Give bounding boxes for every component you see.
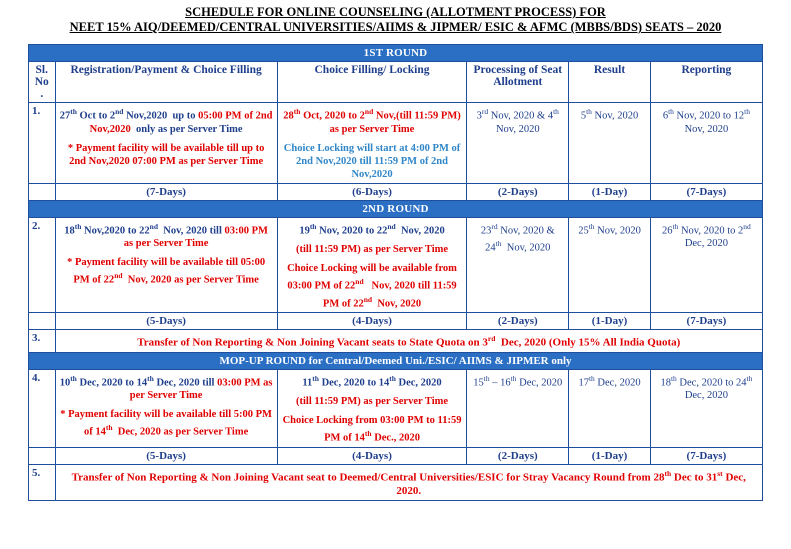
round1-data-row <box>29 103 763 184</box>
header-result: Result <box>569 62 651 103</box>
row5-sl: 5. <box>29 464 56 501</box>
mopup-days-choice: (4-Days) <box>277 447 467 464</box>
schedule-table <box>28 44 763 501</box>
mopup-result: 17th Dec, 2020 <box>569 369 651 447</box>
header-sl: Sl. No . <box>29 62 56 103</box>
header-processing: Processing of Seat Allotment <box>467 62 569 103</box>
round2-registration <box>55 217 277 313</box>
mopup-bar: MOP-UP ROUND for Central/Deemed Uni./ESIC/ AIIMS & JIPMER only <box>29 352 763 369</box>
round1-choice-locking: Choice Locking will start at 4:00 PM of 2nd Nov,2020 till 11:59 PM of 2nd Nov,2020 <box>283 142 461 180</box>
round2-processing: 23rd Nov, 2020 & 24th Nov, 2020 <box>467 217 569 313</box>
mopup-days-processing: (2-Days) <box>467 447 569 464</box>
mopup-sl: 4. <box>29 369 56 447</box>
round2-days-result: (1-Day) <box>569 313 651 330</box>
title-line-2: NEET 15% AIQ/DEEMED/CENTRAL UNIVERSITIES/AIIMS & JIPMER/ ESIC & AFMC (MBBS/BDS) SEATS – 2020 <box>69 20 722 34</box>
round2-days-processing: (2-Days) <box>467 313 569 330</box>
round2-result: 25th Nov, 2020 <box>569 217 651 313</box>
round1-days-processing: (2-Days) <box>467 183 569 200</box>
round1-bar: 1ST ROUND <box>29 45 763 62</box>
page-title <box>0 0 791 35</box>
round1-choice-window: 28th Oct, 2020 to 2nd Nov,(till 11:59 PM) as per Server Time <box>283 107 461 135</box>
header-row <box>29 62 763 103</box>
round2-choice <box>277 217 467 313</box>
round1-bar-row <box>29 45 763 62</box>
header-reporting: Reporting <box>650 62 762 103</box>
round2-registration-note: * Payment facility will be available till 05:00 PM of 22nd Nov, 2020 as per Server Time <box>67 257 266 286</box>
mopup-days-row <box>29 447 763 464</box>
round1-result: 5th Nov, 2020 <box>569 103 651 184</box>
header-registration: Registration/Payment & Choice Filling <box>55 62 277 103</box>
row5-text: Transfer of Non Reporting & Non Joining Vacant seat to Deemed/Central Universities/ESIC for Stray Vacancy Round from 28th Dec to 31st Dec, 2020. <box>55 464 763 501</box>
round2-days-choice: (4-Days) <box>277 313 467 330</box>
row3-text: Transfer of Non Reporting & Non Joining Vacant seats to State Quota on 3rd Dec, 2020 (Only 15% All India Quota) <box>55 330 763 353</box>
round1-days-registration: (7-Days) <box>55 183 277 200</box>
mopup-days-sl <box>29 447 56 464</box>
mopup-choice-window: 11th Dec, 2020 to 14th Dec, 2020 <box>302 373 442 389</box>
mopup-choice <box>277 369 467 447</box>
round2-choice-window: 19th Nov, 2020 to 22nd Nov, 2020 <box>299 221 445 236</box>
round2-bar-row <box>29 200 763 217</box>
mopup-choice-time: (till 11:59 PM) as per Server Time <box>296 396 449 408</box>
round2-registration-main: 18th Nov,2020 to 22nd Nov, 2020 till 03:00 PM as per Server Time <box>64 221 268 249</box>
round2-sl: 2. <box>29 217 56 313</box>
round1-days-sl <box>29 183 56 200</box>
round1-registration-main: 27th Oct to 2nd Nov,2020 up to 05:00 PM of 2nd Nov,2020 only as per Server Time <box>59 107 273 135</box>
round2-days-registration: (5-Days) <box>55 313 277 330</box>
row-3 <box>29 330 763 353</box>
round1-reporting: 6th Nov, 2020 to 12th Nov, 2020 <box>650 103 762 184</box>
mopup-bar-row <box>29 352 763 369</box>
round2-days-row <box>29 313 763 330</box>
mopup-reporting: 18th Dec, 2020 to 24th Dec, 2020 <box>650 369 762 447</box>
round1-processing: 3rd Nov, 2020 & 4th Nov, 2020 <box>467 103 569 184</box>
round1-days-choice: (6-Days) <box>277 183 467 200</box>
round2-bar: 2ND ROUND <box>29 200 763 217</box>
mopup-choice-locking: Choice Locking from 03:00 PM to 11:59 PM of 14th Dec., 2020 <box>282 415 462 444</box>
round1-registration <box>55 103 277 184</box>
round1-sl: 1. <box>29 103 56 184</box>
mopup-registration-note: * Payment facility will be available till 5:00 PM of 14th Dec, 2020 as per Server Time <box>60 409 272 438</box>
round2-choice-time: (till 11:59 PM) as per Server Time <box>296 244 449 255</box>
row3-sl: 3. <box>29 330 56 353</box>
header-choice: Choice Filling/ Locking <box>277 62 467 103</box>
mopup-registration-main: 10th Dec, 2020 to 14th Dec, 2020 till 03:00 PM as per Server Time <box>59 373 273 402</box>
mopup-processing: 15th – 16th Dec, 2020 <box>467 369 569 447</box>
mopup-days-result: (1-Day) <box>569 447 651 464</box>
round1-registration-note: * Payment facility will be available till up to 2nd Nov,2020 07:00 PM as per Server Time <box>67 142 265 167</box>
round2-reporting: 26th Nov, 2020 to 2nd Dec, 2020 <box>650 217 762 313</box>
round2-days-reporting: (7-Days) <box>650 313 762 330</box>
round2-data-row <box>29 217 763 313</box>
mopup-registration <box>55 369 277 447</box>
row-5 <box>29 464 763 501</box>
round1-days-row <box>29 183 763 200</box>
title-line-1: SCHEDULE FOR ONLINE COUNSELING (ALLOTMENT PROCESS) FOR <box>185 5 606 19</box>
mopup-data-row <box>29 369 763 447</box>
mopup-days-reporting: (7-Days) <box>650 447 762 464</box>
round2-days-sl <box>29 313 56 330</box>
round2-choice-locking: Choice Locking will be available from 03:00 PM of 22nd Nov, 2020 till 11:59 PM of 22nd Nov, 2020 <box>287 263 457 309</box>
round1-days-result: (1-Day) <box>569 183 651 200</box>
mopup-days-registration: (5-Days) <box>55 447 277 464</box>
round1-choice <box>277 103 467 184</box>
round1-days-reporting: (7-Days) <box>650 183 762 200</box>
